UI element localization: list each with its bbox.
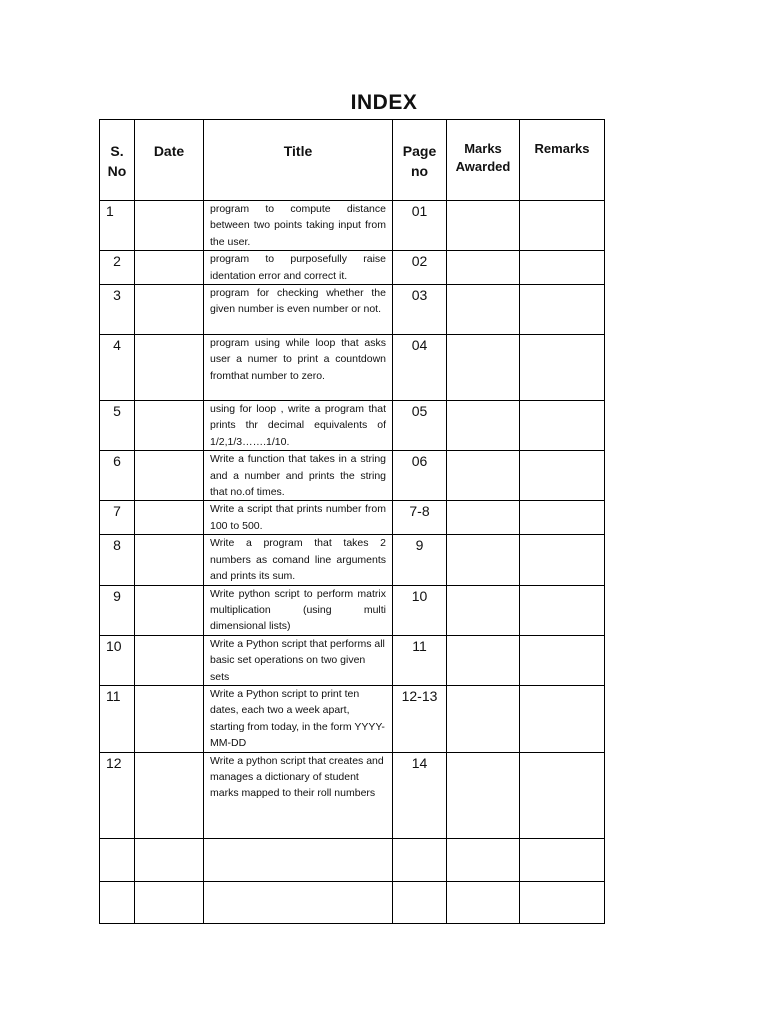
row-date <box>135 881 204 923</box>
row-page: 01 <box>393 201 447 251</box>
row-date <box>135 752 204 838</box>
row-title: Write a script that prints number from 100 to 500. <box>204 501 393 535</box>
row-title: program for checking whether the given number is even number or not. <box>204 285 393 335</box>
row-page: 04 <box>393 335 447 401</box>
header-page <box>393 120 447 201</box>
row-marks-awarded <box>447 285 520 335</box>
header-marks <box>447 120 520 201</box>
row-title: Write python script to perform matrix multiplication (using multi dimensional lists) <box>204 585 393 635</box>
row-title: Write a Python script to print ten dates, each two a week apart, starting from today, in the form YYYY-MM-DD <box>204 685 393 752</box>
table-row <box>100 501 605 535</box>
header-sno-line1: S. <box>110 143 124 159</box>
table-row <box>100 838 605 881</box>
row-page: 10 <box>393 585 447 635</box>
row-date <box>135 451 204 501</box>
row-marks-awarded <box>447 838 520 881</box>
table-row <box>100 535 605 585</box>
row-sno: 3 <box>100 285 135 335</box>
row-marks-awarded <box>447 335 520 401</box>
row-date <box>135 201 204 251</box>
row-title: program to purposefully raise identation error and correct it. <box>204 251 393 285</box>
table-row <box>100 585 605 635</box>
row-remarks <box>520 752 605 838</box>
row-page: 05 <box>393 401 447 451</box>
row-marks-awarded <box>447 501 520 535</box>
table-row <box>100 201 605 251</box>
row-remarks <box>520 335 605 401</box>
row-title: program to compute distance between two points taking input from the user. <box>204 201 393 251</box>
index-table <box>99 119 605 924</box>
row-page <box>393 838 447 881</box>
table-row <box>100 752 605 838</box>
row-title: using for loop , write a program that prints thr decimal equivalents of 1/2,1/3…….1/10. <box>204 401 393 451</box>
row-page: 12-13 <box>393 685 447 752</box>
row-remarks <box>520 585 605 635</box>
row-page: 02 <box>393 251 447 285</box>
header-marks-line2: Awarded <box>455 159 511 174</box>
row-sno: 6 <box>100 451 135 501</box>
table-row <box>100 685 605 752</box>
header-sno <box>100 120 135 201</box>
row-page: 06 <box>393 451 447 501</box>
table-header-row <box>100 120 605 201</box>
row-sno: 9 <box>100 585 135 635</box>
row-date <box>135 251 204 285</box>
row-sno: 7 <box>100 501 135 535</box>
row-remarks <box>520 501 605 535</box>
row-sno <box>100 838 135 881</box>
row-sno: 12 <box>100 752 135 838</box>
table-row <box>100 401 605 451</box>
row-remarks <box>520 401 605 451</box>
row-sno: 5 <box>100 401 135 451</box>
row-marks-awarded <box>447 535 520 585</box>
header-page-line1: Page <box>402 143 437 159</box>
row-remarks <box>520 685 605 752</box>
row-date <box>135 635 204 685</box>
row-sno: 2 <box>100 251 135 285</box>
header-title: Title <box>204 120 393 201</box>
row-title <box>204 838 393 881</box>
table-row <box>100 335 605 401</box>
header-date: Date <box>135 120 204 201</box>
row-sno: 1 <box>100 201 135 251</box>
row-title <box>204 881 393 923</box>
row-title: Write a Python script that performs all basic set operations on two given sets <box>204 635 393 685</box>
row-marks-awarded <box>447 881 520 923</box>
row-sno: 4 <box>100 335 135 401</box>
row-remarks <box>520 251 605 285</box>
row-date <box>135 285 204 335</box>
row-marks-awarded <box>447 251 520 285</box>
row-remarks <box>520 535 605 585</box>
row-remarks <box>520 635 605 685</box>
row-date <box>135 838 204 881</box>
row-page: 7-8 <box>393 501 447 535</box>
row-remarks <box>520 201 605 251</box>
row-remarks <box>520 838 605 881</box>
row-marks-awarded <box>447 685 520 752</box>
row-sno <box>100 881 135 923</box>
row-date <box>135 335 204 401</box>
row-marks-awarded <box>447 752 520 838</box>
row-sno: 10 <box>100 635 135 685</box>
row-page <box>393 881 447 923</box>
row-date <box>135 401 204 451</box>
header-remarks: Remarks <box>520 120 605 201</box>
row-remarks <box>520 285 605 335</box>
row-page: 03 <box>393 285 447 335</box>
row-page: 14 <box>393 752 447 838</box>
table-row <box>100 451 605 501</box>
row-marks-awarded <box>447 451 520 501</box>
row-marks-awarded <box>447 635 520 685</box>
row-date <box>135 685 204 752</box>
row-title: Write a python script that creates and manages a dictionary of student marks mapped to their roll numbers <box>204 752 393 838</box>
row-remarks <box>520 881 605 923</box>
page-title: INDEX <box>350 91 418 114</box>
row-marks-awarded <box>447 585 520 635</box>
row-page: 9 <box>393 535 447 585</box>
row-title: program using while loop that asks user a numer to print a countdown fromthat number to zero. <box>204 335 393 401</box>
row-marks-awarded <box>447 401 520 451</box>
row-date <box>135 585 204 635</box>
table-row <box>100 285 605 335</box>
row-date <box>135 501 204 535</box>
header-page-line2: no <box>410 163 429 179</box>
table-row <box>100 635 605 685</box>
row-sno: 8 <box>100 535 135 585</box>
row-title: Write a program that takes 2 numbers as comand line arguments and prints its sum. <box>204 535 393 585</box>
row-page: 11 <box>393 635 447 685</box>
row-title: Write a function that takes in a string and a number and prints the string that no.of times. <box>204 451 393 501</box>
table-row <box>100 251 605 285</box>
table-row <box>100 881 605 923</box>
row-marks-awarded <box>447 201 520 251</box>
header-marks-line1: Marks <box>464 141 502 156</box>
row-date <box>135 535 204 585</box>
header-sno-line2: No <box>107 163 127 179</box>
row-sno: 11 <box>100 685 135 752</box>
row-remarks <box>520 451 605 501</box>
